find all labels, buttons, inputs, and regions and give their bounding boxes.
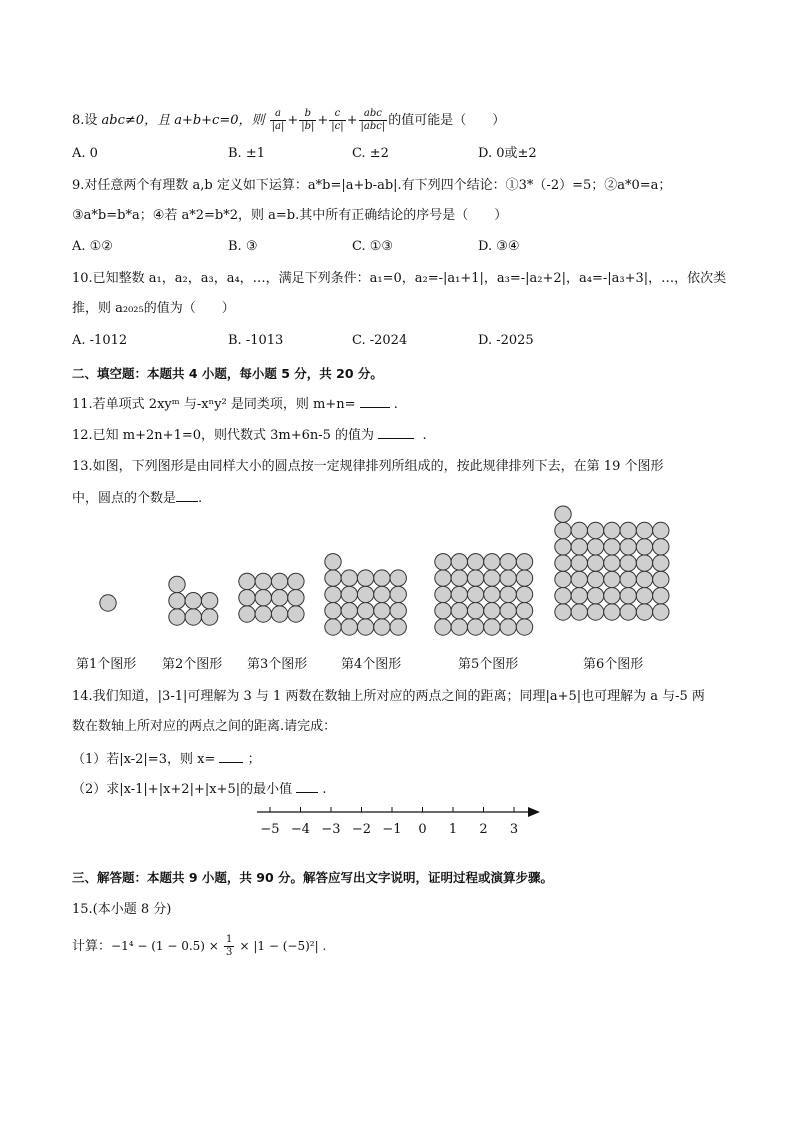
dot bbox=[467, 586, 483, 602]
q9-option-d: D. ③④ bbox=[478, 239, 520, 254]
figure-2 bbox=[169, 576, 218, 625]
q8-prefix: 8.设 bbox=[72, 113, 102, 128]
dot bbox=[451, 619, 467, 635]
dot bbox=[325, 619, 341, 635]
dot bbox=[239, 573, 255, 589]
dot bbox=[516, 603, 532, 619]
dot bbox=[374, 619, 390, 635]
q15-fraction: $\frac{1}{3}$ bbox=[225, 934, 233, 958]
q13-line-1: 13.如图，下列图形是由同样大小的圆点按一定规律排列所组成的，按此规律排列下去，在第 19 个图形 bbox=[72, 459, 664, 474]
q14-part-1-end: ； bbox=[247, 752, 261, 767]
caption-figure-1: 第1个图形 bbox=[76, 657, 137, 672]
dot bbox=[239, 606, 255, 622]
number-line-label: −5 bbox=[260, 822, 280, 837]
dot bbox=[435, 619, 451, 635]
dot bbox=[555, 555, 571, 571]
number-line-arrow-icon bbox=[528, 807, 540, 817]
dot bbox=[467, 619, 483, 635]
section-2-title: 二、填空题：本题共 4 小题，每小题 5 分，共 20 分。 bbox=[72, 366, 383, 381]
q9-option-c: C. ①③ bbox=[352, 239, 394, 254]
dot bbox=[185, 593, 201, 609]
q13-line-2 bbox=[72, 489, 202, 508]
q14-part-1-blank bbox=[219, 750, 243, 763]
dot bbox=[555, 539, 571, 555]
dot bbox=[555, 588, 571, 604]
dot bbox=[516, 570, 532, 586]
dot bbox=[255, 590, 271, 606]
dot bbox=[604, 539, 620, 555]
number-line-label: 3 bbox=[509, 822, 519, 837]
q14-part-1-text: （1）若|x-2|=3，则 x= bbox=[72, 752, 220, 767]
dot bbox=[571, 555, 587, 571]
dot bbox=[325, 554, 341, 570]
dot bbox=[288, 573, 304, 589]
section-3-title: 三、解答题：本题共 9 小题，共 90 分。解答应写出文字说明，证明过程或演算步骤。 bbox=[72, 870, 554, 885]
figure-1 bbox=[100, 595, 116, 611]
dot bbox=[435, 586, 451, 602]
q8-stem: 8.设 abc≠0，且 a+b+c=0，则 $\frac{a}{|a|}$ + $\frac{b}{|b|}$ + $\frac{c}{|c|}$ + $\frac{\text{abc}}{\text{|abc|}}$ 的值可能是（ ） bbox=[72, 108, 506, 132]
dot bbox=[555, 604, 571, 620]
q12-text: 12.已知 m+2n+1=0，则代数式 3m+6n-5 的值为 bbox=[72, 428, 379, 443]
dot bbox=[271, 590, 287, 606]
q8-option-b: B. ±1 bbox=[228, 146, 265, 161]
dot bbox=[516, 554, 532, 570]
q14-part-1 bbox=[72, 750, 261, 769]
dot bbox=[500, 554, 516, 570]
caption-figure-4: 第4个图形 bbox=[341, 657, 402, 672]
dot bbox=[555, 506, 571, 522]
dot bbox=[451, 586, 467, 602]
figure-5 bbox=[435, 554, 533, 636]
dot bbox=[357, 603, 373, 619]
figure-3 bbox=[239, 573, 304, 622]
q14-part-2-blank bbox=[296, 780, 318, 793]
dot bbox=[325, 603, 341, 619]
dot bbox=[653, 604, 669, 620]
dot bbox=[357, 619, 373, 635]
dot bbox=[255, 606, 271, 622]
number-line-label: −2 bbox=[351, 822, 372, 837]
dot bbox=[390, 570, 406, 586]
q12-answer-blank bbox=[378, 426, 414, 439]
q8-fraction-abc: $\frac{\text{abc}}{\text{|abc|}}$ bbox=[360, 108, 386, 132]
dot bbox=[467, 570, 483, 586]
number-line-label: 1 bbox=[448, 822, 458, 837]
dot bbox=[201, 593, 217, 609]
q13-answer-blank bbox=[176, 489, 198, 502]
dot bbox=[255, 573, 271, 589]
dot bbox=[100, 595, 116, 611]
q8-fraction-b: $\frac{b}{|b|}$ bbox=[301, 108, 315, 132]
dot bbox=[390, 619, 406, 635]
q8-option-c: C. ±2 bbox=[352, 146, 389, 161]
number-line-label: −3 bbox=[321, 822, 341, 837]
dot bbox=[484, 603, 500, 619]
dot bbox=[500, 619, 516, 635]
q14-part-2 bbox=[72, 780, 327, 799]
q15-expr-post: × |1 − (−5)²| . bbox=[239, 939, 327, 953]
dot bbox=[390, 586, 406, 602]
dot bbox=[451, 570, 467, 586]
number-line-label: −4 bbox=[290, 822, 311, 837]
number-line-label: 0 bbox=[418, 822, 427, 837]
dot bbox=[555, 522, 571, 538]
q10-line-1: 10.已知整数 a₁，a₂，a₃，a₄，…，满足下列条件：a₁=0，a₂=-|a₁+1|，a₃=-|a₂+2|，a₄=-|a₃+3|，…，依次类 bbox=[72, 271, 727, 286]
dot bbox=[620, 588, 636, 604]
number-line-label: 2 bbox=[479, 822, 488, 837]
dot bbox=[604, 571, 620, 587]
dot bbox=[467, 554, 483, 570]
dot bbox=[636, 571, 652, 587]
dot bbox=[500, 586, 516, 602]
dot bbox=[653, 555, 669, 571]
dot bbox=[587, 522, 603, 538]
caption-figure-2: 第2个图形 bbox=[162, 657, 223, 672]
dot bbox=[341, 603, 357, 619]
dot bbox=[435, 603, 451, 619]
q10-option-b: B. -1013 bbox=[228, 333, 284, 348]
dot bbox=[271, 606, 287, 622]
caption-figure-5: 第5个图形 bbox=[458, 657, 519, 672]
dot bbox=[390, 603, 406, 619]
dot bbox=[604, 522, 620, 538]
dot bbox=[169, 609, 185, 625]
q15-expr-pre: −1⁴ − (1 − 0.5) × bbox=[111, 939, 219, 953]
q15-header: 15.(本小题 8 分) bbox=[72, 902, 172, 917]
figure-6 bbox=[555, 506, 669, 620]
dot bbox=[587, 555, 603, 571]
q10-option-a: A. -1012 bbox=[72, 333, 128, 348]
q15-expression bbox=[72, 934, 326, 959]
dot bbox=[604, 604, 620, 620]
dot bbox=[653, 539, 669, 555]
dot bbox=[516, 586, 532, 602]
dot bbox=[325, 586, 341, 602]
q12-end: . bbox=[422, 428, 427, 443]
dot bbox=[587, 604, 603, 620]
dot bbox=[201, 609, 217, 625]
dot bbox=[484, 554, 500, 570]
dot bbox=[484, 570, 500, 586]
dot bbox=[341, 586, 357, 602]
q9-line-1: 9.对任意两个有理数 a,b 定义如下运算：a*b=|a+b-ab|.有下列四个结论：①3*（-2）=5；②a*0=a； bbox=[72, 178, 672, 193]
q8-option-d: D. 0或±2 bbox=[478, 146, 537, 161]
dot bbox=[571, 571, 587, 587]
dot bbox=[374, 603, 390, 619]
dot bbox=[571, 588, 587, 604]
q14-line-1: 14.我们知道，|3-1|可理解为 3 与 1 两数在数轴上所对应的两点之间的距离；同理|a+5|也可理解为 a 与-5 两 bbox=[72, 689, 705, 704]
q13-line-2-text: 中，圆点的个数是 bbox=[72, 491, 177, 506]
q12 bbox=[72, 426, 427, 445]
q8-condition: abc≠0，且 a+b+c=0，则 bbox=[101, 113, 265, 128]
dot bbox=[555, 571, 571, 587]
q15-label: 计算： bbox=[72, 939, 112, 954]
dot bbox=[374, 570, 390, 586]
dot bbox=[451, 554, 467, 570]
dot bbox=[169, 593, 185, 609]
dot bbox=[636, 555, 652, 571]
dot bbox=[484, 586, 500, 602]
dot bbox=[636, 539, 652, 555]
dot bbox=[500, 570, 516, 586]
dot bbox=[620, 604, 636, 620]
q14-line-2: 数在数轴上所对应的两点之间的距离.请完成： bbox=[72, 719, 337, 734]
dot bbox=[484, 619, 500, 635]
figure-4 bbox=[325, 554, 407, 636]
caption-figure-3: 第3个图形 bbox=[247, 657, 308, 672]
q11-text: 11.若单项式 2xyᵐ 与-xⁿy² 是同类项，则 m+n= bbox=[72, 397, 360, 412]
dot bbox=[587, 539, 603, 555]
q8-fraction-a: $\frac{a}{|a|}$ bbox=[271, 108, 285, 132]
dot bbox=[620, 522, 636, 538]
dot bbox=[653, 522, 669, 538]
dot bbox=[636, 588, 652, 604]
dot bbox=[435, 554, 451, 570]
q11 bbox=[72, 395, 398, 414]
dot bbox=[571, 522, 587, 538]
dot bbox=[271, 573, 287, 589]
dot bbox=[571, 539, 587, 555]
dot bbox=[620, 555, 636, 571]
dot bbox=[374, 586, 390, 602]
q10-option-c: C. -2024 bbox=[352, 333, 408, 348]
dot bbox=[500, 603, 516, 619]
dot bbox=[239, 590, 255, 606]
dot bbox=[357, 586, 373, 602]
dot bbox=[341, 619, 357, 635]
q11-answer-blank bbox=[360, 395, 390, 408]
dot bbox=[341, 570, 357, 586]
dot bbox=[451, 603, 467, 619]
dot bbox=[435, 570, 451, 586]
q10-line-2: 推，则 a₂₀₂₅的值为（ ） bbox=[72, 301, 235, 316]
caption-figure-6: 第6个图形 bbox=[583, 657, 644, 672]
q9-option-b: B. ③ bbox=[228, 239, 258, 254]
dot bbox=[653, 571, 669, 587]
dot bbox=[571, 604, 587, 620]
q14-part-2-end: . bbox=[322, 782, 327, 797]
dot bbox=[620, 539, 636, 555]
q11-end: . bbox=[393, 397, 398, 412]
dot bbox=[169, 576, 185, 592]
q14-part-2-text: （2）求|x-1|+|x+2|+|x+5|的最小值 bbox=[72, 782, 297, 797]
dot bbox=[636, 522, 652, 538]
dot bbox=[587, 588, 603, 604]
q10-option-d: D. -2025 bbox=[478, 333, 534, 348]
q9-option-a: A. ①② bbox=[72, 239, 113, 254]
dot bbox=[288, 606, 304, 622]
q13-end: . bbox=[198, 491, 203, 506]
number-line-label: −1 bbox=[382, 822, 402, 837]
q9-line-2: ③a*b=b*a；④若 a*2=b*2，则 a=b.其中所有正确结论的序号是（ ） bbox=[72, 208, 508, 223]
dot bbox=[467, 603, 483, 619]
dot bbox=[357, 570, 373, 586]
dot bbox=[620, 571, 636, 587]
dot bbox=[288, 590, 304, 606]
dot bbox=[604, 588, 620, 604]
dot bbox=[325, 570, 341, 586]
dot bbox=[636, 604, 652, 620]
dot bbox=[653, 588, 669, 604]
dot bbox=[587, 571, 603, 587]
dot bbox=[604, 555, 620, 571]
q8-suffix: 的值可能是（ ） bbox=[388, 113, 506, 128]
dot bbox=[185, 609, 201, 625]
dot bbox=[516, 619, 532, 635]
q8-option-a: A. 0 bbox=[72, 146, 98, 161]
q8-fraction-c: $\frac{c}{|c|}$ bbox=[331, 108, 344, 132]
